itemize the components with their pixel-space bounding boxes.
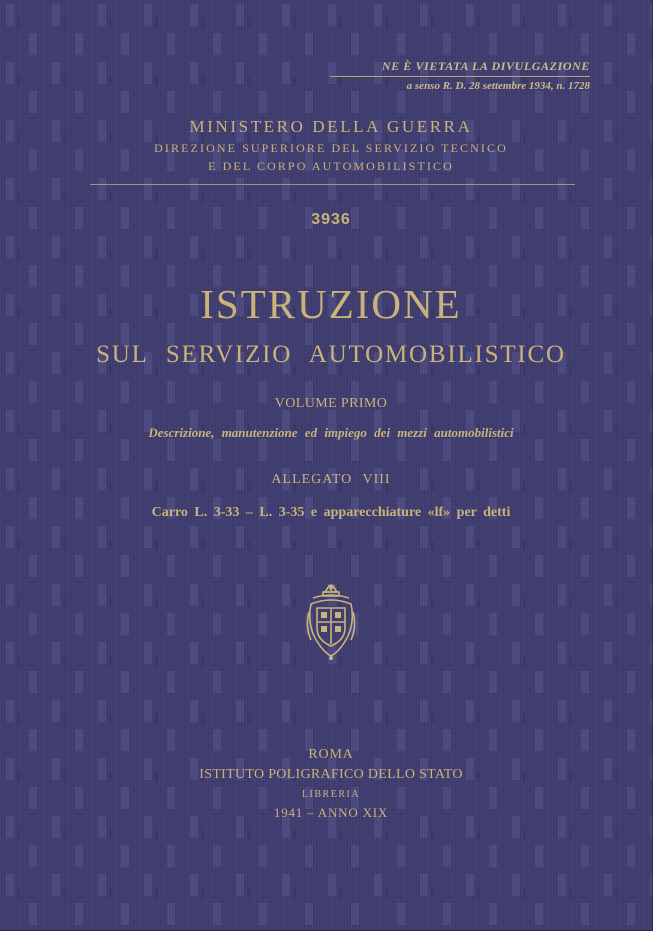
volume-label: VOLUME PRIMO (274, 396, 388, 411)
coat-of-arms-icon (305, 582, 357, 662)
annex-label: ALLEGATO VIII (271, 472, 391, 487)
direction-line-2: E DEL CORPO AUTOMOBILISTICO (208, 159, 454, 173)
notice-line-1: NE È VIETATA LA DIVULGAZIONE (330, 58, 590, 77)
imprint-year: 1941 – ANNO XIX (273, 805, 389, 820)
publication-number: 3936 (311, 211, 351, 228)
disclosure-notice (300, 58, 590, 95)
subtitle: SUL SERVIZIO AUTOMOBILISTICO (96, 341, 566, 368)
notice-line-2: a senso R. D. 28 settembre 1934, n. 1728 (406, 80, 590, 92)
imprint-city: ROMA (308, 747, 354, 762)
ministry-heading: MINISTERO DELLA GUERRA (189, 117, 473, 136)
direction-line-1: DIREZIONE SUPERIORE DEL SERVIZIO TECNICO (154, 141, 508, 155)
main-title: ISTRUZIONE (200, 281, 462, 327)
annex-subject: Carro L. 3-33 – L. 3-35 e apparecchiature «lf» per detti (151, 505, 511, 520)
imprint-bookshop: LIBRERIA (301, 789, 361, 800)
imprint-publisher: ISTITUTO POLIGRAFICO DELLO STATO (199, 767, 463, 782)
volume-description: Descrizione, manutenzione ed impiego dei mezzi automobilistici (148, 425, 514, 440)
header-divider (90, 184, 575, 185)
